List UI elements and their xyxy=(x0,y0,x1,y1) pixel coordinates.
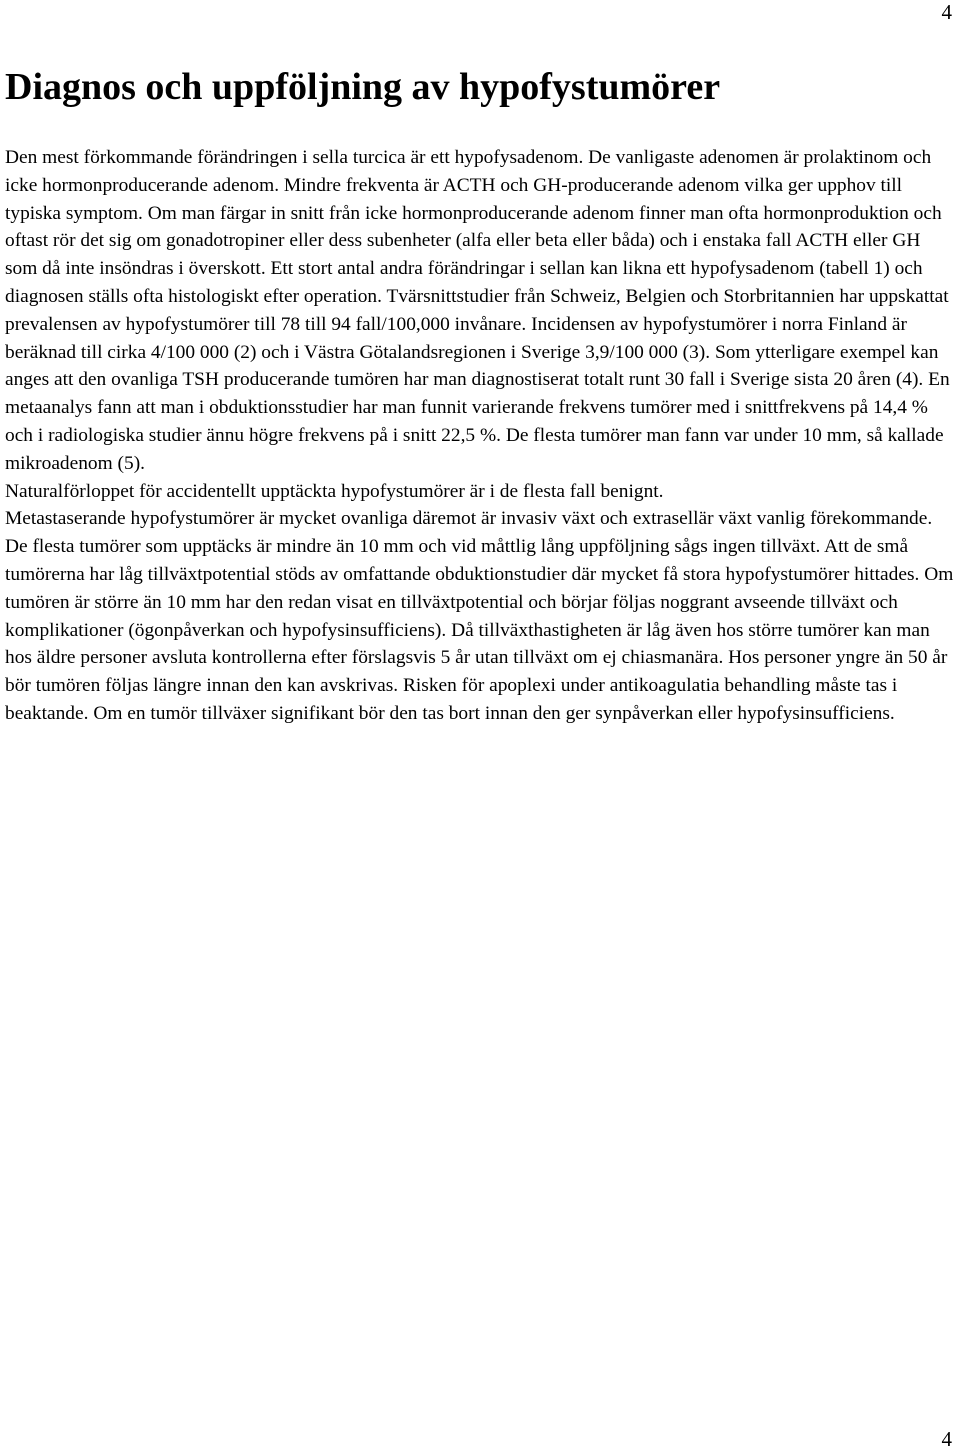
page-number-top: 4 xyxy=(941,0,952,24)
sentence: Som ytterligare exempel kan anges att den ovanliga TSH producerande tumören har man diagnostiserat totalt runt 30 fall i Sverige sista 20 åren (4). xyxy=(5,341,939,391)
page-heading: Diagnos och uppföljning av hypofystumörer xyxy=(5,66,721,108)
sentence: Metastaserande hypofystumörer är mycket ovanliga däremot är invasiv växt och extrasellär växt vanlig förekommande. xyxy=(5,508,933,530)
sentence: En metaanalys fann att man i obduktionsstudier har man funnit varierande frekvens tumörer med i snittfrekvens på 14,4 % och i radiologiska studier ännu högre frekvens på i snitt 22,5 %. xyxy=(5,369,950,446)
sentence: De flesta tumörer man fann var under 10 mm, så kallade mikroadenom (5). xyxy=(5,424,944,474)
sentence: Om tumören är större än 10 mm har den redan visat en tillväxtpotential och börjar följas noggrant avseende tillväxt och komplikationer (ögonpåverkan och hypofysinsufficiens). xyxy=(5,563,954,641)
paragraph-follow-up xyxy=(5,505,955,727)
sentence: Mindre frekventa är ACTH och GH-producerande adenom vilka ger upphov till typiska symptom. xyxy=(5,174,903,224)
sentence: Ett stort antal andra förändringar i sellan kan likna ett hypofysadenom (tabell 1) och diagnosen ställs ofta histologiskt efter operation. xyxy=(5,258,923,307)
sentence: Den mest förkommande förändringen i sella turcica är ett hypofysadenom. xyxy=(5,147,584,168)
sentence: Hos personer yngre än 50 år bör tumören följas längre innan den kan avskrivas. xyxy=(5,647,948,697)
sentence: De vanligaste adenomen är prolaktinom och icke hormonproducerande adenom. xyxy=(5,147,932,196)
sentence: Naturalförloppet för accidentellt upptäckta hypofystumörer är i de flesta fall benignt. xyxy=(5,480,664,502)
paragraph-natural-course xyxy=(5,478,955,506)
sentence: Om man färgar in snitt från icke hormonproducerande adenom finner man ofta hormonproduktion och oftast rör det sig om gonadotropiner eller dess subenheter (alfa eller beta eller båda) och i enstaka fall ACTH eller GH som då inte insöndras i överskott. xyxy=(5,202,942,280)
paragraph-intro xyxy=(5,144,955,478)
sentence: Då tillväxthastigheten är låg även hos större tumörer kan man hos äldre personer avsluta kontrollerna efter förslagsvis 5 år utan tillväxt om ej chiasmanära. xyxy=(5,619,930,669)
sentence: Tvärsnittstudier från Schweiz, Belgien och Storbritannien har uppskattat prevalensen av hypofystumörer till 78 till 94 fall/100,000 invånare. xyxy=(5,285,949,335)
sentence: Risken för apoplexi under antikoagulatia behandling måste tas i beaktande. xyxy=(5,675,898,724)
sentence: Om en tumör tillväxer signifikant bör den tas bort innan den ger synpåverkan eller hypofysinsufficiens. xyxy=(93,702,895,724)
sentence: Att de små tumörerna har låg tillväxtpotential stöds av omfattande obduktionstudier där mycket få stora hypofystumörer hittades. xyxy=(5,536,920,585)
page-number-bottom: 4 xyxy=(941,1427,952,1451)
sentence: Incidensen av hypofystumörer i norra Finland är beräknad till cirka 4/100 000 (2) och i Västra Götalandsregionen i Sverige 3,9/100 000 (3). xyxy=(5,313,907,363)
document-body xyxy=(5,144,955,728)
sentence: De flesta tumörer som upptäcks är mindre än 10 mm och vid måttlig lång uppföljning sågs ingen tillväxt. xyxy=(5,536,821,558)
